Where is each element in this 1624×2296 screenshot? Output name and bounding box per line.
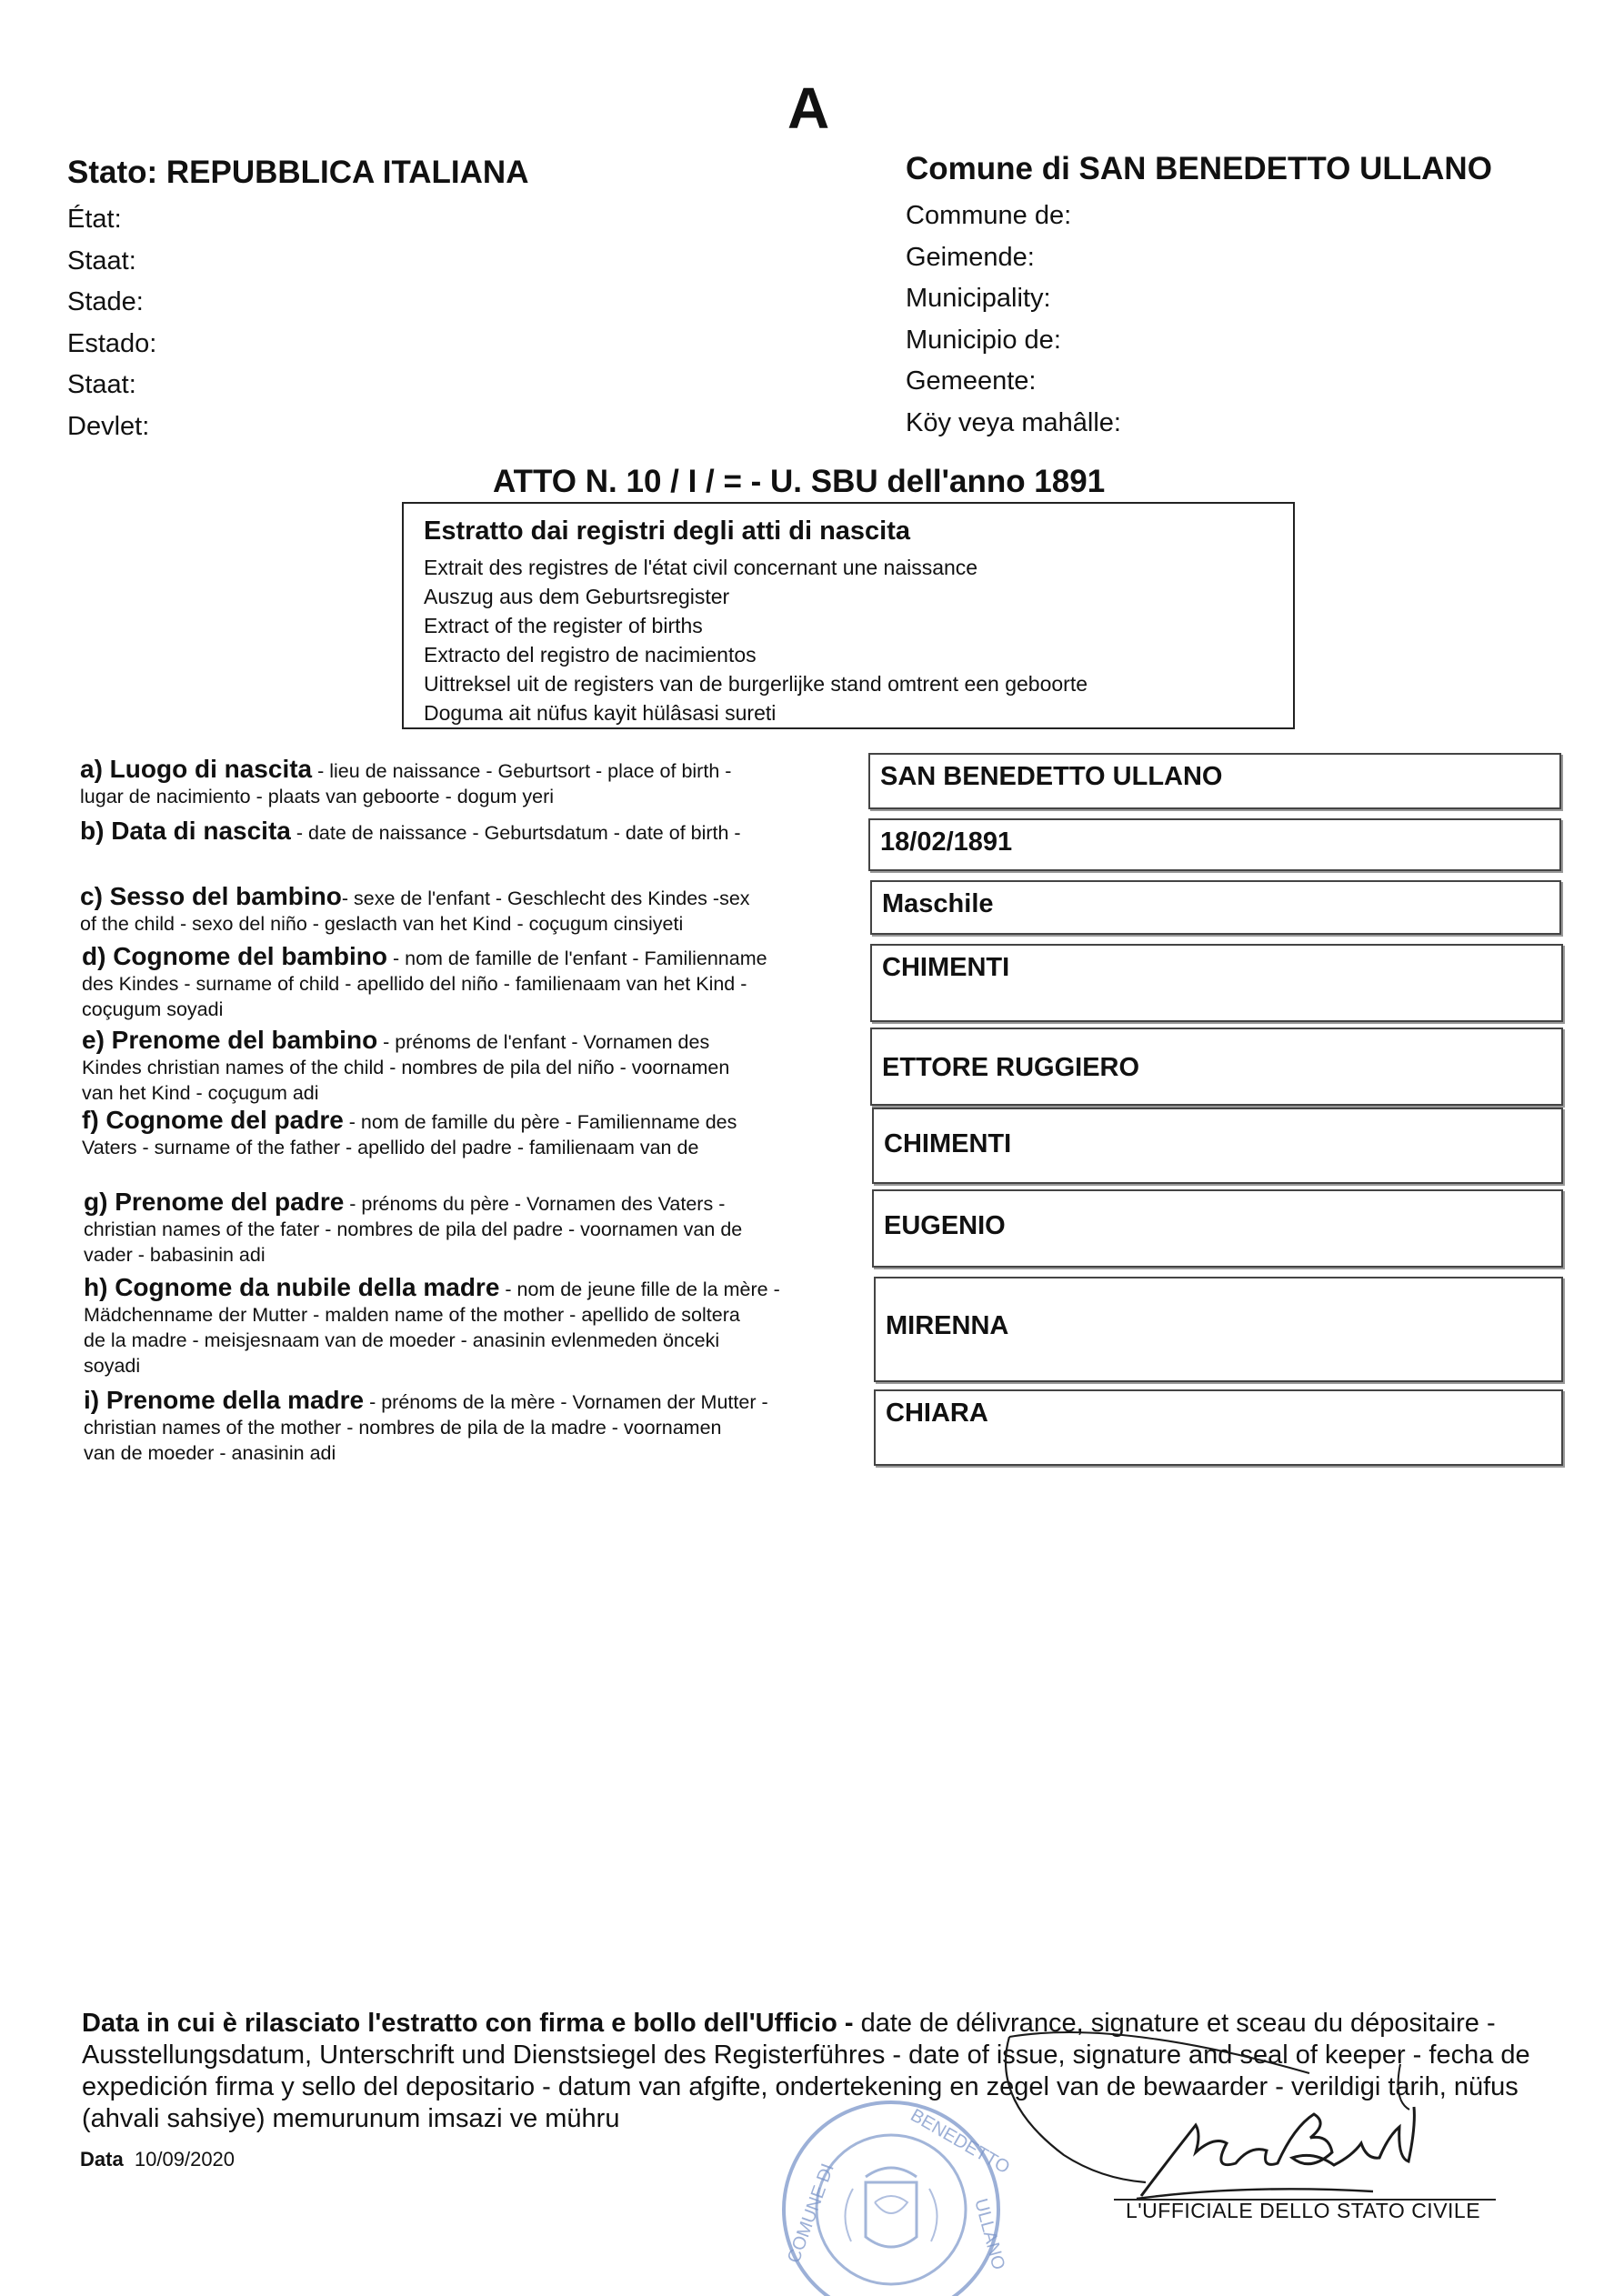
field-value-child-name: ETTORE RUGGIERO [870, 1028, 1563, 1106]
field-desc: van de moeder - anasinin adi [84, 1442, 336, 1464]
issue-statement-translations: date de délivrance, signature et sceau du dépositaire - Ausstellungsdatum, Unterschrift und Dienstsiegel des Registerführes - date of issue, signature and seal of keeper - fecha de expedición firma y sello del depositario - datum van afgifte, ondertekening en zegel van de bewaarder - verildigi tarih, nüfus (ahvali sahsiye) memurunum imsazi ve mühru [82, 2009, 1530, 2133]
field-value-father-surname: CHIMENTI [872, 1108, 1563, 1184]
extract-line: Extract of the register of births [424, 614, 703, 637]
municipality-translation: Municipality: [906, 284, 1051, 313]
field-desc: - sexe de l'enfant - Geschlecht des Kindes -sex [341, 887, 750, 909]
field-value-birth-date: 18/02/1891 [868, 818, 1561, 871]
field-value-mother-name: CHIARA [874, 1389, 1563, 1466]
act-number: ATTO N. 10 / I / = - U. SBU dell'anno 1891 [493, 464, 1106, 499]
municipality-title: Comune di SAN BENEDETTO ULLANO [906, 151, 1492, 186]
field-title: i) Prenome della madre [84, 1386, 365, 1414]
municipality-translation: Geimende: [906, 242, 1035, 272]
officer-signature [955, 2000, 1519, 2210]
extract-line: Extrait des registres de l'état civil concernant une naissance [424, 556, 978, 579]
field-desc: - prénoms de la mère - Vornamen der Mutter - [364, 1391, 768, 1413]
field-desc: christian names of the mother - nombres de pila de la madre - voornamen [84, 1417, 722, 1439]
state-block [67, 155, 528, 447]
state-translation: État: [67, 205, 122, 234]
state-title: Stato: REPUBBLICA ITALIANA [67, 155, 529, 190]
extract-line: Doguma ait nüfus kayit hülâsasi sureti [424, 701, 777, 725]
state-translations [67, 199, 528, 447]
issue-statement-bold: Data in cui è rilasciato l'estratto con firma e bollo dell'Ufficio - [82, 2009, 861, 2038]
field-desc: - nom de famille du père - Familienname des [343, 1111, 737, 1133]
municipality-translation: Commune de: [906, 201, 1072, 230]
field-desc: - lieu de naissance - Geburtsort - place of birth - [312, 760, 732, 782]
field-value-birthplace: SAN BENEDETTO ULLANO [868, 753, 1561, 809]
field-title: h) Cognome da nubile della madre [84, 1273, 500, 1301]
field-title: a) Luogo di nascita [80, 755, 313, 783]
form-letter: A [787, 75, 830, 141]
field-label-mother-maiden-name [84, 1275, 907, 1379]
field-desc: - nom de famille de l'enfant - Familienname [387, 947, 767, 969]
field-desc: - nom de jeune fille de la mère - [499, 1278, 780, 1300]
state-translation: Staat: [67, 246, 136, 276]
municipality-translation: Gemeente: [906, 366, 1037, 396]
field-desc: de la madre - meisjesnaam van de moeder - anasinin evlenmeden önceki [84, 1329, 720, 1351]
field-desc: vader - babasinin adi [84, 1244, 266, 1266]
extract-title: Estratto dai registri degli atti di nascita [424, 516, 911, 546]
field-desc: of the child - sexo del niño - geslacth van het Kind - coçugum cinsiyeti [80, 913, 684, 935]
municipality-translation: Köy veya mahâlle: [906, 407, 1121, 437]
field-value-child-surname: CHIMENTI [870, 944, 1563, 1022]
field-desc: - date de naissance - Geburtsdatum - date of birth - [290, 822, 741, 844]
state-translation: Staat: [67, 370, 136, 399]
extract-line: Uittreksel uit de registers van de burgerlijke stand omtrent een geboorte [424, 672, 1088, 696]
field-title: g) Prenome del padre [84, 1188, 345, 1216]
field-desc: christian names of the fater - nombres de pila del padre - voornamen van de [84, 1218, 743, 1240]
field-desc: Vaters - surname of the father - apellido del padre - familienaam van de [82, 1137, 699, 1158]
extract-line: Auszug aus dem Geburtsregister [424, 585, 730, 608]
municipality-translation: Municipio de: [906, 325, 1061, 355]
state-translation: Stade: [67, 287, 144, 316]
field-desc: van het Kind - coçugum adi [82, 1082, 319, 1104]
issue-date [80, 2148, 235, 2171]
field-title: f) Cognome del padre [82, 1106, 344, 1134]
state-translation: Devlet: [67, 411, 150, 441]
field-label-father-surname [82, 1108, 905, 1160]
municipality-translations [906, 196, 1492, 444]
extract-line: Extracto del registro de nacimientos [424, 643, 757, 667]
field-desc: - prénoms de l'enfant - Vornamen des [377, 1031, 710, 1053]
field-desc: Mädchenname der Mutter - malden name of the mother - apellido de soltera [84, 1304, 740, 1326]
field-label-sex [80, 884, 903, 937]
field-label-mother-name [84, 1388, 907, 1466]
field-label-birth-date [80, 818, 903, 846]
field-value-mother-maiden-name: MIRENNA [874, 1277, 1563, 1382]
field-label-father-name [84, 1189, 907, 1268]
officer-title: L'UFFICIALE DELLO STATO CIVILE [1126, 2199, 1481, 2222]
field-value-sex: Maschile [870, 880, 1561, 935]
field-title: e) Prenome del bambino [82, 1026, 378, 1054]
field-label-child-surname [82, 944, 905, 1022]
field-desc: coçugum soyadi [82, 998, 224, 1020]
extract-box [402, 502, 1295, 729]
svg-text:COMUNE DI: COMUNE DI [784, 2161, 838, 2266]
field-title: d) Cognome del bambino [82, 942, 387, 970]
field-desc: Kindes christian names of the child - nombres de pila del niño - voornamen [82, 1057, 730, 1078]
svg-text:BENEDETTO: BENEDETTO [907, 2105, 1014, 2179]
field-desc: lugar de nacimiento - plaats van geboorte - dogum yeri [80, 786, 555, 807]
field-value-father-name: EUGENIO [872, 1189, 1563, 1268]
field-label-birthplace [80, 757, 903, 809]
svg-text:ULLANO: ULLANO [970, 2196, 1009, 2272]
field-desc: soyadi [84, 1355, 141, 1377]
municipality-block [906, 151, 1492, 444]
field-title: c) Sesso del bambino [80, 882, 342, 910]
field-title: b) Data di nascita [80, 817, 291, 845]
issue-date-value: 10/09/2020 [134, 2148, 236, 2171]
issue-date-label: Data [80, 2148, 124, 2171]
state-translation: Estado: [67, 328, 157, 358]
field-label-child-name [82, 1028, 905, 1106]
field-desc: des Kindes - surname of child - apellido del niño - familienaam van het Kind - [82, 973, 747, 995]
field-desc: - prénoms du père - Vornamen des Vaters - [344, 1193, 726, 1215]
